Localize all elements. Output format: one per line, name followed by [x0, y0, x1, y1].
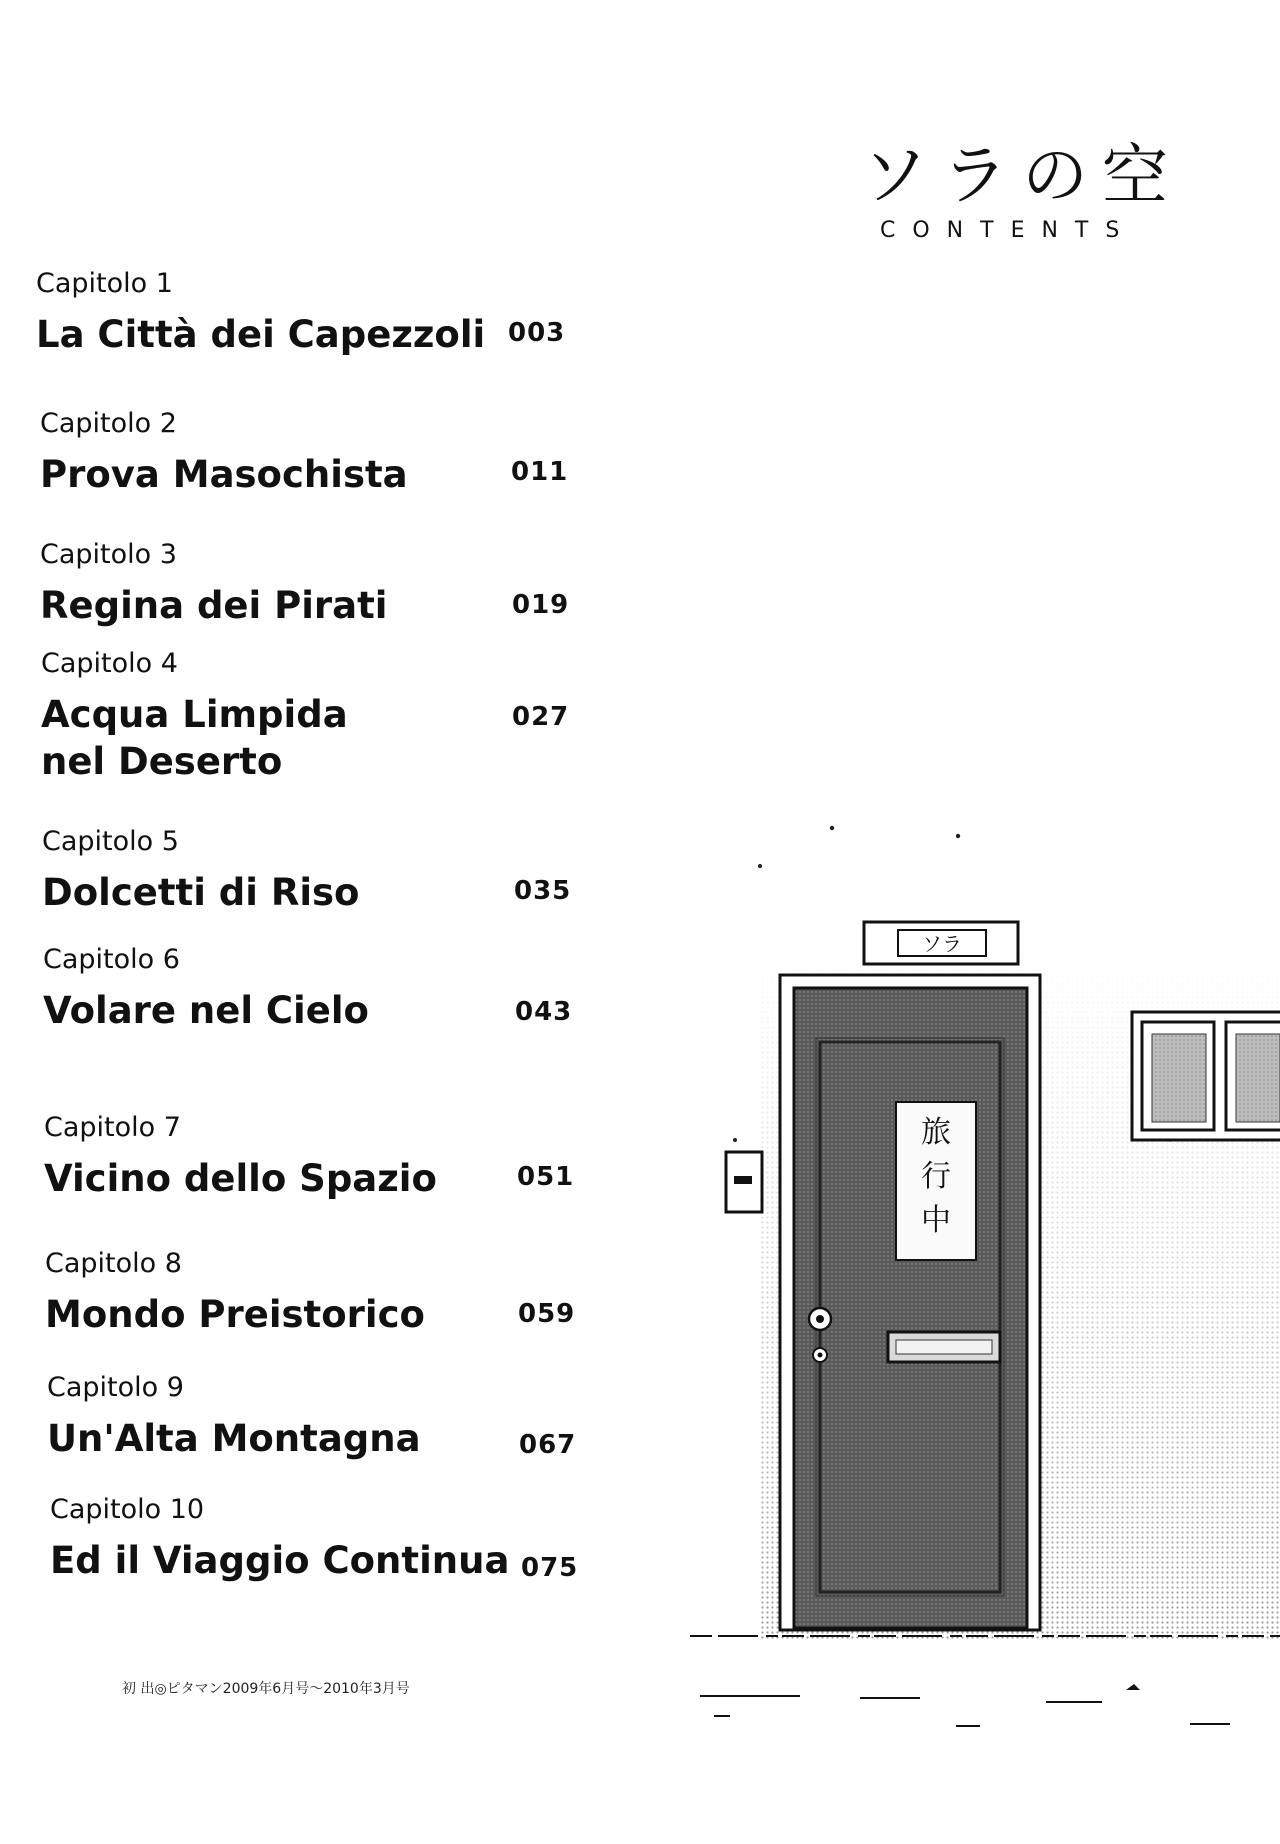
chapter-page-number: 027 — [512, 702, 570, 732]
svg-text:中: 中 — [921, 1203, 951, 1238]
chapter-title: Prova Masochista — [40, 453, 408, 496]
chapter-label: Capitolo 9 — [47, 1372, 184, 1403]
chapter-title: Ed il Viaggio Continua — [50, 1539, 510, 1582]
chapter-title: Vicino dello Spazio — [44, 1157, 437, 1200]
chapter-page-number: 011 — [511, 457, 569, 487]
chapter-label: Capitolo 1 — [36, 268, 173, 299]
first-publication-note: 初 出◎ピタマン2009年6月号〜2010年3月号 — [122, 1681, 410, 1697]
chapter-title: Dolcetti di Riso — [42, 871, 360, 914]
chapter-entry-4 — [41, 650, 348, 785]
chapter-entry-10 — [50, 1496, 509, 1584]
chapter-title: La Città dei Capezzoli — [36, 313, 486, 356]
chapter-label: Capitolo 10 — [50, 1494, 205, 1525]
chapter-entry-3 — [40, 541, 387, 629]
chapter-entry-9 — [47, 1374, 421, 1462]
chapter-label: Capitolo 8 — [45, 1248, 182, 1279]
window — [1132, 1012, 1280, 1140]
door-sign — [896, 1102, 976, 1260]
chapter-page-number: 059 — [518, 1299, 576, 1329]
chapter-page-number: 067 — [519, 1430, 577, 1460]
chapter-label: Capitolo 6 — [43, 944, 180, 975]
contents-heading: CONTENTS — [880, 218, 1137, 243]
chapter-page-number: 043 — [515, 997, 573, 1027]
book-title: ソラの空 — [862, 137, 1182, 214]
chapter-title: Regina dei Pirati — [40, 584, 388, 627]
chapter-page-number: 051 — [517, 1162, 575, 1192]
chapter-entry-7 — [44, 1114, 437, 1202]
chapter-title: Acqua Limpida nel Deserto — [41, 693, 348, 783]
svg-text:旅: 旅 — [921, 1115, 951, 1150]
chapter-page-number: 075 — [521, 1553, 579, 1583]
chapter-title: Mondo Preistorico — [45, 1293, 425, 1336]
chapter-entry-8 — [45, 1250, 425, 1338]
chapter-page-number: 019 — [512, 590, 570, 620]
chapter-label: Capitolo 7 — [44, 1112, 181, 1143]
chapter-page-number: 003 — [508, 318, 566, 348]
light-switch — [726, 1152, 762, 1212]
chapter-page-number: 035 — [514, 876, 572, 906]
svg-text:行: 行 — [921, 1159, 951, 1194]
chapter-label: Capitolo 4 — [41, 648, 178, 679]
chapter-entry-1 — [36, 270, 485, 358]
chapter-entry-2 — [40, 410, 408, 498]
speck — [830, 826, 834, 830]
chapter-label: Capitolo 5 — [42, 826, 179, 857]
svg-text:ソラ: ソラ — [922, 932, 962, 956]
chapter-label: Capitolo 3 — [40, 539, 177, 570]
chapter-title: Un'Alta Montagna — [47, 1417, 421, 1460]
door-illustration — [690, 810, 1280, 1810]
chapter-entry-6 — [43, 946, 369, 1034]
nameplate — [864, 922, 1018, 964]
chapter-label: Capitolo 2 — [40, 408, 177, 439]
chapter-entry-5 — [42, 828, 359, 916]
chapter-title: Volare nel Cielo — [43, 989, 369, 1032]
